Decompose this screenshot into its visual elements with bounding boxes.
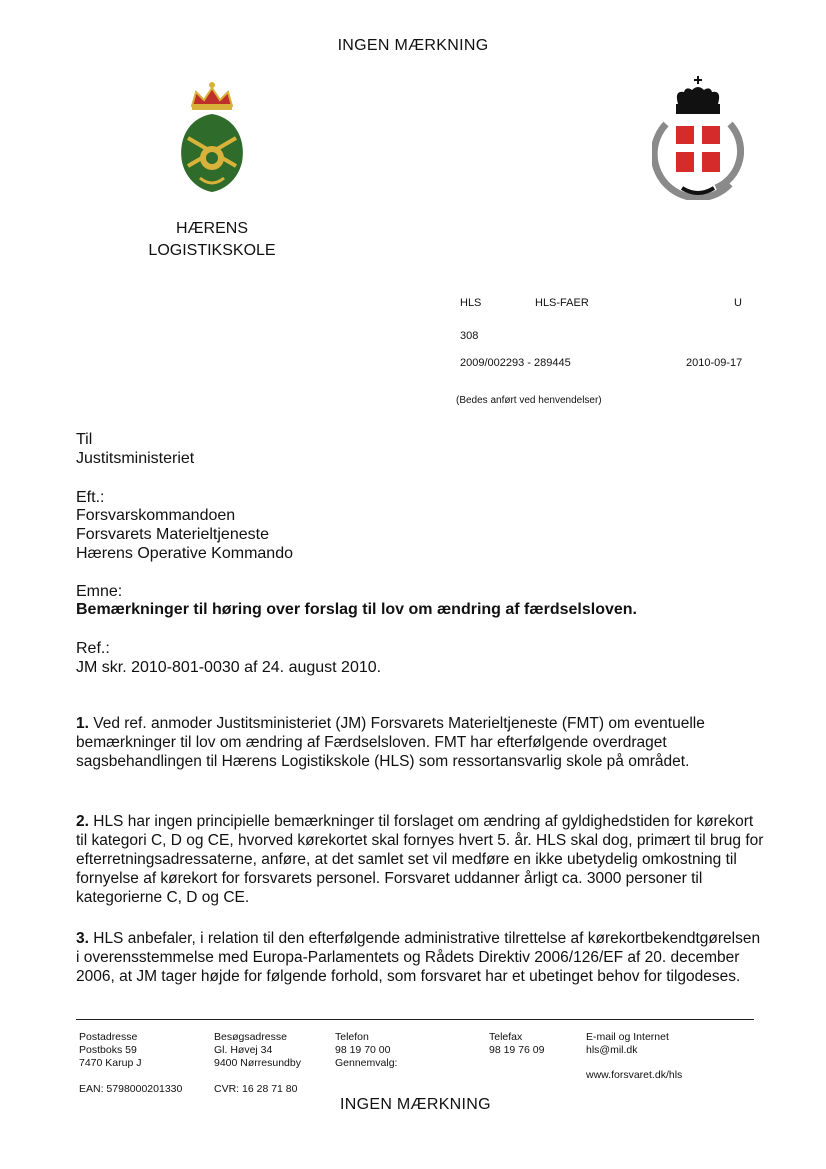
sender-line-1: HÆRENS: [175, 220, 248, 237]
paragraph-3: [76, 929, 766, 986]
ref-label: Ref.:: [76, 640, 110, 657]
footer-postal-line1: Postboks 59: [79, 1044, 137, 1056]
paragraph-1: [76, 714, 766, 771]
cc-label: Eft.:: [76, 489, 105, 506]
footer-postal-line2: 7470 Karup J: [79, 1057, 142, 1069]
footer-visit-line2: 9400 Nørresundby: [214, 1057, 301, 1069]
paragraph-text: HLS anbefaler, i relation til den efterfølgende administrative tilrettelse af kørekortbekendtgørelsen i overensstemmelse med Europa-Parlamentets og Rådets Direktiv 2006/126/EF af 20. december 2006, at JM tager højde for følgende forhold, som forsvaret har et ubetinget behov for tilgodeses.: [76, 930, 761, 985]
footer-phone-label: Telefon: [335, 1031, 369, 1043]
meta-mark: U: [734, 297, 742, 309]
footer-postal: [79, 1031, 141, 1070]
footer-visit-line1: Gl. Høvej 34: [214, 1044, 273, 1056]
paragraph-number: 3.: [76, 930, 89, 947]
footer-phone-line1: 98 19 70 00: [335, 1044, 391, 1056]
ref-text: JM skr. 2010-801-0030 af 24. august 2010.: [76, 659, 382, 676]
paragraph-2: [76, 812, 766, 907]
to-recipient: Justitsministeriet: [76, 450, 195, 467]
footer-fax-line1: 98 19 76 09: [489, 1044, 545, 1056]
meta-number: 308: [460, 330, 479, 342]
footer-fax: [489, 1031, 544, 1057]
footer-web-label: E-mail og Internet: [586, 1031, 669, 1043]
paragraph-text: Ved ref. anmoder Justitsministeriet (JM) Forsvarets Materieltjeneste (FMT) om eventuelle bemærkninger til lov om ændring af Færdselsloven. FMT har efterfølgende overdraget sagsbehandlingen til Hærens Logistikskole (HLS) som ressortansvarlig skole på området.: [76, 715, 705, 770]
classification-top: INGEN MÆRKNING: [337, 37, 489, 54]
defence-emblem-icon: [652, 74, 744, 200]
footer-cvr: CVR: 16 28 71 80: [214, 1083, 298, 1095]
to-label: Til: [76, 431, 93, 448]
sender-line-2: LOGISTIKSKOLE: [148, 242, 276, 259]
paragraph-number: 2.: [76, 813, 89, 830]
meta-case-ref: 2009/002293 - 289445: [460, 357, 571, 369]
footer-phone: [335, 1031, 397, 1070]
footer-visit-label: Besøgsadresse: [214, 1031, 287, 1043]
meta-office: HLS: [460, 297, 482, 309]
footer-url: www.forsvaret.dk/hls: [586, 1069, 683, 1081]
cc-item: Forsvarets Materieltjeneste: [76, 526, 269, 543]
cc-item: Forsvarskommandoen: [76, 507, 236, 524]
footer-email: hls@mil.dk: [586, 1044, 638, 1056]
subject-label: Emne:: [76, 583, 123, 600]
footer-phone-line2: Gennemvalg:: [335, 1057, 398, 1069]
footer-visit: [214, 1031, 301, 1070]
footer-ean: EAN: 5798000201330: [79, 1083, 183, 1095]
footer-divider: [76, 1019, 754, 1020]
classification-bottom: INGEN MÆRKNING: [340, 1096, 491, 1113]
army-logistics-school-crest-icon: [170, 78, 254, 200]
footer-web: [586, 1031, 669, 1057]
paragraph-number: 1.: [76, 715, 89, 732]
subject-text: Bemærkninger til høring over forslag til lov om ændring af færdselsloven.: [76, 601, 637, 618]
meta-section: HLS-FAER: [535, 297, 589, 309]
cc-item: Hærens Operative Kommando: [76, 545, 293, 562]
meta-date: 2010-09-17: [686, 357, 743, 369]
footer-postal-label: Postadresse: [79, 1031, 138, 1043]
meta-note: (Bedes anført ved henvendelser): [456, 395, 602, 406]
sender-unit: [112, 218, 312, 262]
paragraph-text: HLS har ingen principielle bemærkninger til forslaget om ændring af gyldighedstiden for kørekort til kategori C, D og CE, hvorved kørekortet skal fornyes hvert 5. år. HLS skal dog, primært til brug for efterretningsadressaterne, anføre, at det samlet set vil medføre en ikke ubetydelig omkostning til fornyelse af kørekort for forsvarets personel. Forsvaret uddanner årligt ca. 3000 personer til kategorierne C, D og CE.: [76, 813, 764, 906]
footer-fax-label: Telefax: [489, 1031, 523, 1043]
